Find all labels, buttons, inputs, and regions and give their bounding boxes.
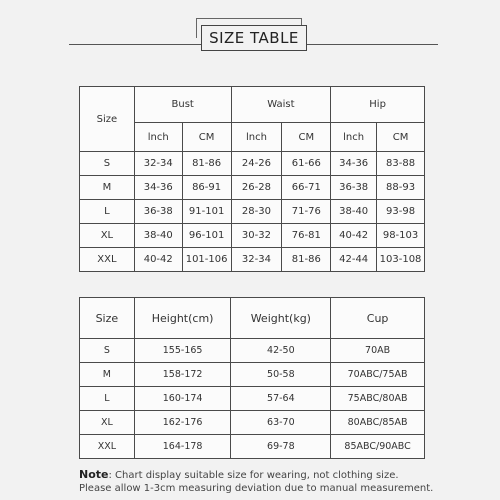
hip-header: Hip bbox=[331, 87, 425, 123]
table-cell: 50-58 bbox=[231, 363, 331, 387]
unit-header: lnch bbox=[331, 123, 377, 152]
table-cell: 103-108 bbox=[377, 248, 425, 272]
size-cell: XL bbox=[80, 411, 135, 435]
table-cell: 75ABC/80AB bbox=[331, 387, 425, 411]
note-line-1: : Chart display suitable size for wearing, not clothing size. bbox=[108, 470, 399, 481]
measurement-table bbox=[79, 86, 425, 272]
size-cell: M bbox=[80, 363, 135, 387]
size-cell: XL bbox=[80, 224, 135, 248]
header-row bbox=[80, 298, 425, 339]
table-cell: 57-64 bbox=[231, 387, 331, 411]
table-cell: 81-86 bbox=[282, 248, 331, 272]
table-cell: 36-38 bbox=[134, 200, 182, 224]
table-cell: 76-81 bbox=[282, 224, 331, 248]
table-row bbox=[80, 224, 425, 248]
unit-header: lnch bbox=[134, 123, 182, 152]
table-cell: 85ABC/90ABC bbox=[331, 435, 425, 459]
table-cell: 32-34 bbox=[231, 248, 282, 272]
table-cell: 88-93 bbox=[377, 176, 425, 200]
table-cell: 83-88 bbox=[377, 152, 425, 176]
table-cell: 164-178 bbox=[134, 435, 231, 459]
table-cell: 28-30 bbox=[231, 200, 282, 224]
size-header: Size bbox=[80, 87, 135, 152]
unit-header: CM bbox=[377, 123, 425, 152]
table-cell: 101-106 bbox=[182, 248, 231, 272]
table-cell: 42-44 bbox=[331, 248, 377, 272]
size-cell: XXL bbox=[80, 435, 135, 459]
size-cell: M bbox=[80, 176, 135, 200]
table-cell: 70ABC/75AB bbox=[331, 363, 425, 387]
table-row bbox=[80, 435, 425, 459]
size-cell: L bbox=[80, 200, 135, 224]
table-cell: 34-36 bbox=[331, 152, 377, 176]
table-row bbox=[80, 363, 425, 387]
size-cell: XXL bbox=[80, 248, 135, 272]
title-divider-left bbox=[69, 44, 201, 45]
table-cell: 40-42 bbox=[134, 248, 182, 272]
table-cell: 30-32 bbox=[231, 224, 282, 248]
table-cell: 38-40 bbox=[134, 224, 182, 248]
size-cell: S bbox=[80, 152, 135, 176]
column-header: Weight(kg) bbox=[231, 298, 331, 339]
title-divider-right bbox=[306, 44, 438, 45]
table-cell: 91-101 bbox=[182, 200, 231, 224]
bust-header: Bust bbox=[134, 87, 231, 123]
table-cell: 155-165 bbox=[134, 339, 231, 363]
table-cell: 42-50 bbox=[231, 339, 331, 363]
page-title: SIZE TABLE bbox=[201, 25, 307, 51]
table-cell: 26-28 bbox=[231, 176, 282, 200]
unit-header: lnch bbox=[231, 123, 282, 152]
unit-header: CM bbox=[282, 123, 331, 152]
table-cell: 40-42 bbox=[331, 224, 377, 248]
column-header: Cup bbox=[331, 298, 425, 339]
table-row bbox=[80, 200, 425, 224]
table-cell: 162-176 bbox=[134, 411, 231, 435]
unit-header: CM bbox=[182, 123, 231, 152]
table-row bbox=[80, 152, 425, 176]
column-header: Height(cm) bbox=[134, 298, 231, 339]
table-cell: 38-40 bbox=[331, 200, 377, 224]
table-cell: 63-70 bbox=[231, 411, 331, 435]
waist-header: Waist bbox=[231, 87, 331, 123]
size-cell: S bbox=[80, 339, 135, 363]
table-cell: 34-36 bbox=[134, 176, 182, 200]
table-cell: 158-172 bbox=[134, 363, 231, 387]
table-cell: 80ABC/85AB bbox=[331, 411, 425, 435]
note bbox=[79, 468, 433, 495]
table-cell: 70AB bbox=[331, 339, 425, 363]
column-header: Size bbox=[80, 298, 135, 339]
table-cell: 32-34 bbox=[134, 152, 182, 176]
table-cell: 24-26 bbox=[231, 152, 282, 176]
table-cell: 66-71 bbox=[282, 176, 331, 200]
note-line-2: Please allow 1-3cm measuring deviation due to manual measurement. bbox=[79, 483, 434, 494]
table-cell: 86-91 bbox=[182, 176, 231, 200]
table-cell: 71-76 bbox=[282, 200, 331, 224]
size-cell: L bbox=[80, 387, 135, 411]
table-cell: 61-66 bbox=[282, 152, 331, 176]
table-row bbox=[80, 339, 425, 363]
title-area bbox=[0, 0, 500, 60]
table-cell: 96-101 bbox=[182, 224, 231, 248]
body-size-table bbox=[79, 297, 425, 459]
table-cell: 36-38 bbox=[331, 176, 377, 200]
table-row bbox=[80, 411, 425, 435]
table-cell: 160-174 bbox=[134, 387, 231, 411]
table-cell: 93-98 bbox=[377, 200, 425, 224]
table-row bbox=[80, 176, 425, 200]
table-row bbox=[80, 387, 425, 411]
table-row bbox=[80, 248, 425, 272]
note-label: Note bbox=[79, 468, 109, 481]
table-cell: 69-78 bbox=[231, 435, 331, 459]
table-cell: 81-86 bbox=[182, 152, 231, 176]
table-cell: 98-103 bbox=[377, 224, 425, 248]
